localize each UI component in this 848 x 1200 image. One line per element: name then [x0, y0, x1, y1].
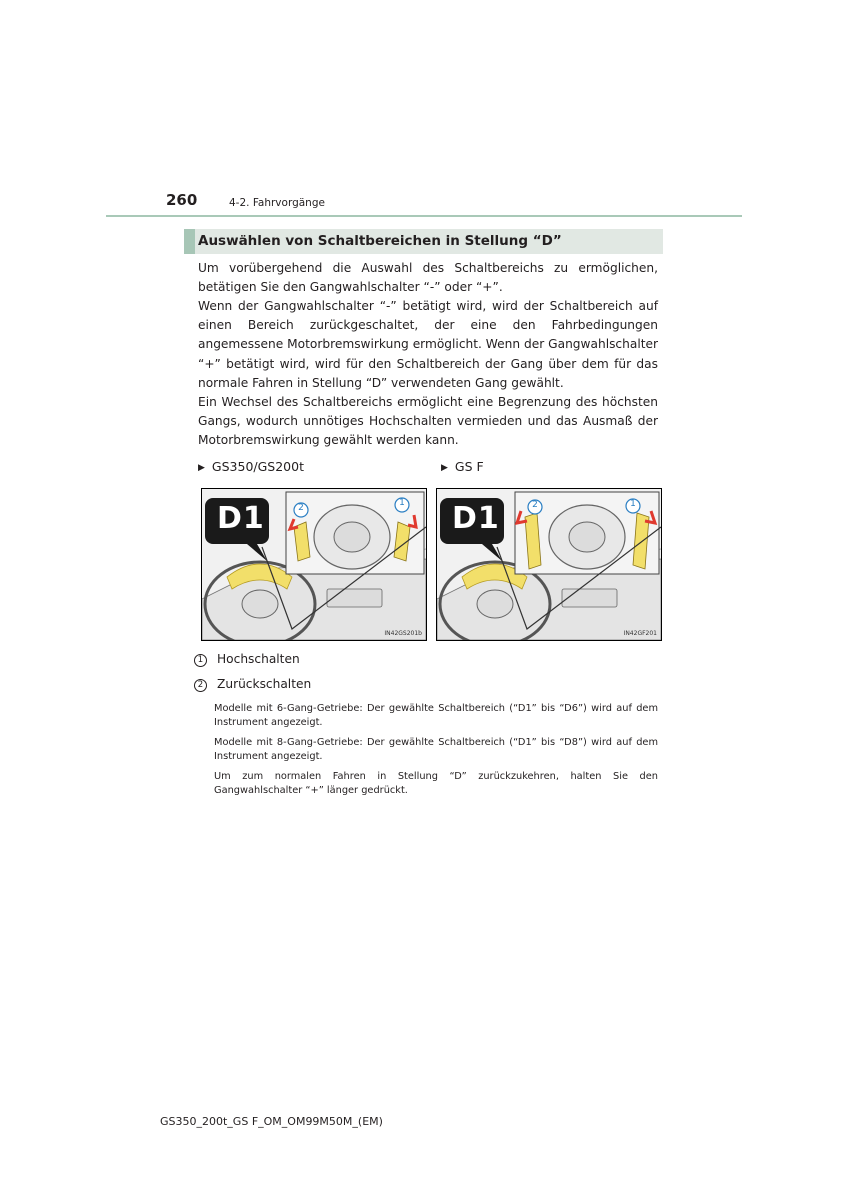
legend-label: Hochschalten — [217, 652, 300, 666]
body-paragraph: Ein Wechsel des Schaltbereichs ermöglicht eine Begrenzung des höchsten Gangs, wodurch unnötiges Hochschalten vermieden und das Ausmaß der Motorbremswirkung gewählt werden kann. — [198, 395, 658, 448]
callout-number: 1 — [630, 499, 636, 509]
variant-text: GS F — [454, 459, 484, 474]
gear-display-label: D1 — [217, 501, 265, 536]
triangle-bullet-icon: ▶ — [441, 463, 448, 473]
variant-label-gs350 — [198, 459, 304, 474]
figure-code: IN42GF201 — [623, 630, 657, 637]
number-circle-icon: 2 — [194, 679, 207, 692]
number-circle-icon: 1 — [194, 654, 207, 667]
triangle-bullet-icon: ▶ — [198, 463, 205, 473]
gear-display-label: D1 — [452, 501, 500, 536]
callout-number: 2 — [532, 500, 538, 510]
body-paragraph: Wenn der Gangwahlschalter “-” betätigt wird, wird der Schaltbereich auf einen Bereich zurückgeschaltet, der eine den Fahrbedingungen angemessene Motorbremswirkung ermöglicht. Wenn der Gangwahlschalter “+” betätigt wird, wird für den Schaltbereich der Gang über dem für das normale Fahren in Stellung “D” verwendeten Gang gewählt. — [198, 299, 658, 390]
illustration-gsf-paddles — [436, 488, 662, 641]
section-title: Auswählen von Schaltbereichen in Stellung “D” — [198, 233, 562, 249]
note-text: Modelle mit 6-Gang-Getriebe: Der gewählte Schaltbereich (“D1” bis “D6”) wird auf dem Instrument angezeigt. — [214, 703, 658, 728]
note-text: Modelle mit 8-Gang-Getriebe: Der gewählte Schaltbereich (“D1” bis “D8”) wird auf dem Instrument angezeigt. — [214, 737, 658, 762]
legend-label: Zurückschalten — [217, 677, 312, 691]
callout-number: 2 — [298, 503, 304, 513]
illustration-gs350-paddles — [201, 488, 427, 641]
header-chapter: 4-2. Fahrvorgänge — [229, 197, 325, 209]
legend-item-upshift — [194, 652, 300, 668]
legend-item-downshift — [194, 677, 311, 693]
figure-code: IN42GS201b — [384, 630, 422, 637]
footer-document-code: GS350_200t_GS F_OM_OM99M50M_(EM) — [160, 1115, 383, 1128]
note-text: Um zum normalen Fahren in Stellung “D” zurückzukehren, halten Sie den Gangwahlschalter “+” länger gedrückt. — [214, 771, 658, 796]
page-number: 260 — [166, 191, 198, 209]
variant-text: GS350/GS200t — [211, 459, 304, 474]
variant-label-gsf — [441, 459, 484, 474]
body-paragraph: Um vorübergehend die Auswahl des Schaltbereichs zu ermöglichen, betätigen Sie den Gangwahlschalter “-” oder “+”. — [198, 261, 658, 295]
header-divider — [106, 215, 742, 217]
callout-number: 1 — [399, 498, 405, 508]
